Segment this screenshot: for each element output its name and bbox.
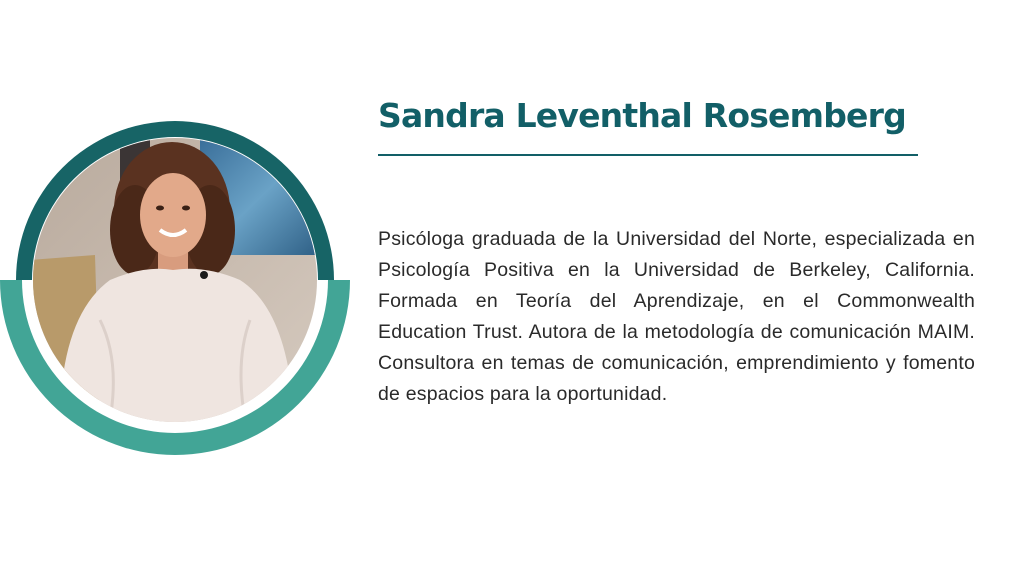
title-divider bbox=[378, 154, 918, 156]
portrait-frame bbox=[0, 120, 360, 460]
profile-name: Sandra Leventhal Rosemberg bbox=[378, 96, 906, 135]
portrait-illustration bbox=[0, 120, 360, 460]
profile-bio: Psicóloga graduada de la Universidad del Norte, especializada en Psicología Positiva en la Universidad de Berkeley, California. Formada en Teoría del Aprendizaje, en el Commonwealth Education Trust. Autora de la metodología de comunicación MAIM. Consultora en temas de comunicación, emprendimiento y fomento de espacios para la oportunidad. bbox=[378, 228, 975, 405]
